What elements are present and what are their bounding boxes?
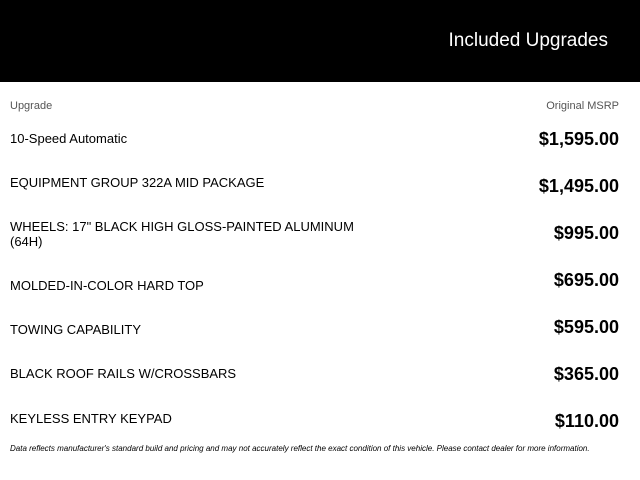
column-header-msrp: Original MSRP bbox=[546, 100, 619, 112]
upgrade-name: 10-Speed Automatic bbox=[10, 131, 128, 146]
upgrade-price: $110.00 bbox=[554, 411, 619, 431]
upgrade-price: $1,595.00 bbox=[538, 129, 619, 149]
upgrade-name: WHEELS: 17" BLACK HIGH GLOSS-PAINTED ALUMINUM (64H) bbox=[10, 219, 354, 249]
page-title: Included Upgrades bbox=[448, 30, 608, 51]
upgrade-name: MOLDED-IN-COLOR HARD TOP bbox=[10, 278, 204, 293]
upgrade-name: EQUIPMENT GROUP 322A MID PACKAGE bbox=[10, 175, 265, 190]
upgrade-name: TOWING CAPABILITY bbox=[10, 322, 141, 337]
upgrade-price: $595.00 bbox=[553, 317, 619, 337]
upgrade-price: $365.00 bbox=[553, 364, 619, 384]
upgrade-name: BLACK ROOF RAILS W/CROSSBARS bbox=[10, 366, 237, 381]
header-bar bbox=[0, 0, 640, 82]
upgrade-price: $995.00 bbox=[553, 223, 619, 243]
upgrade-name: KEYLESS ENTRY KEYPAD bbox=[10, 411, 172, 426]
column-header-upgrade: Upgrade bbox=[10, 100, 53, 112]
upgrade-price: $1,495.00 bbox=[538, 176, 619, 196]
upgrade-price: $695.00 bbox=[553, 270, 619, 290]
disclaimer-text: Data reflects manufacturer's standard build and pricing and may not accurately reflect the exact condition of this vehicle. Please contact dealer for more information. bbox=[10, 444, 590, 453]
